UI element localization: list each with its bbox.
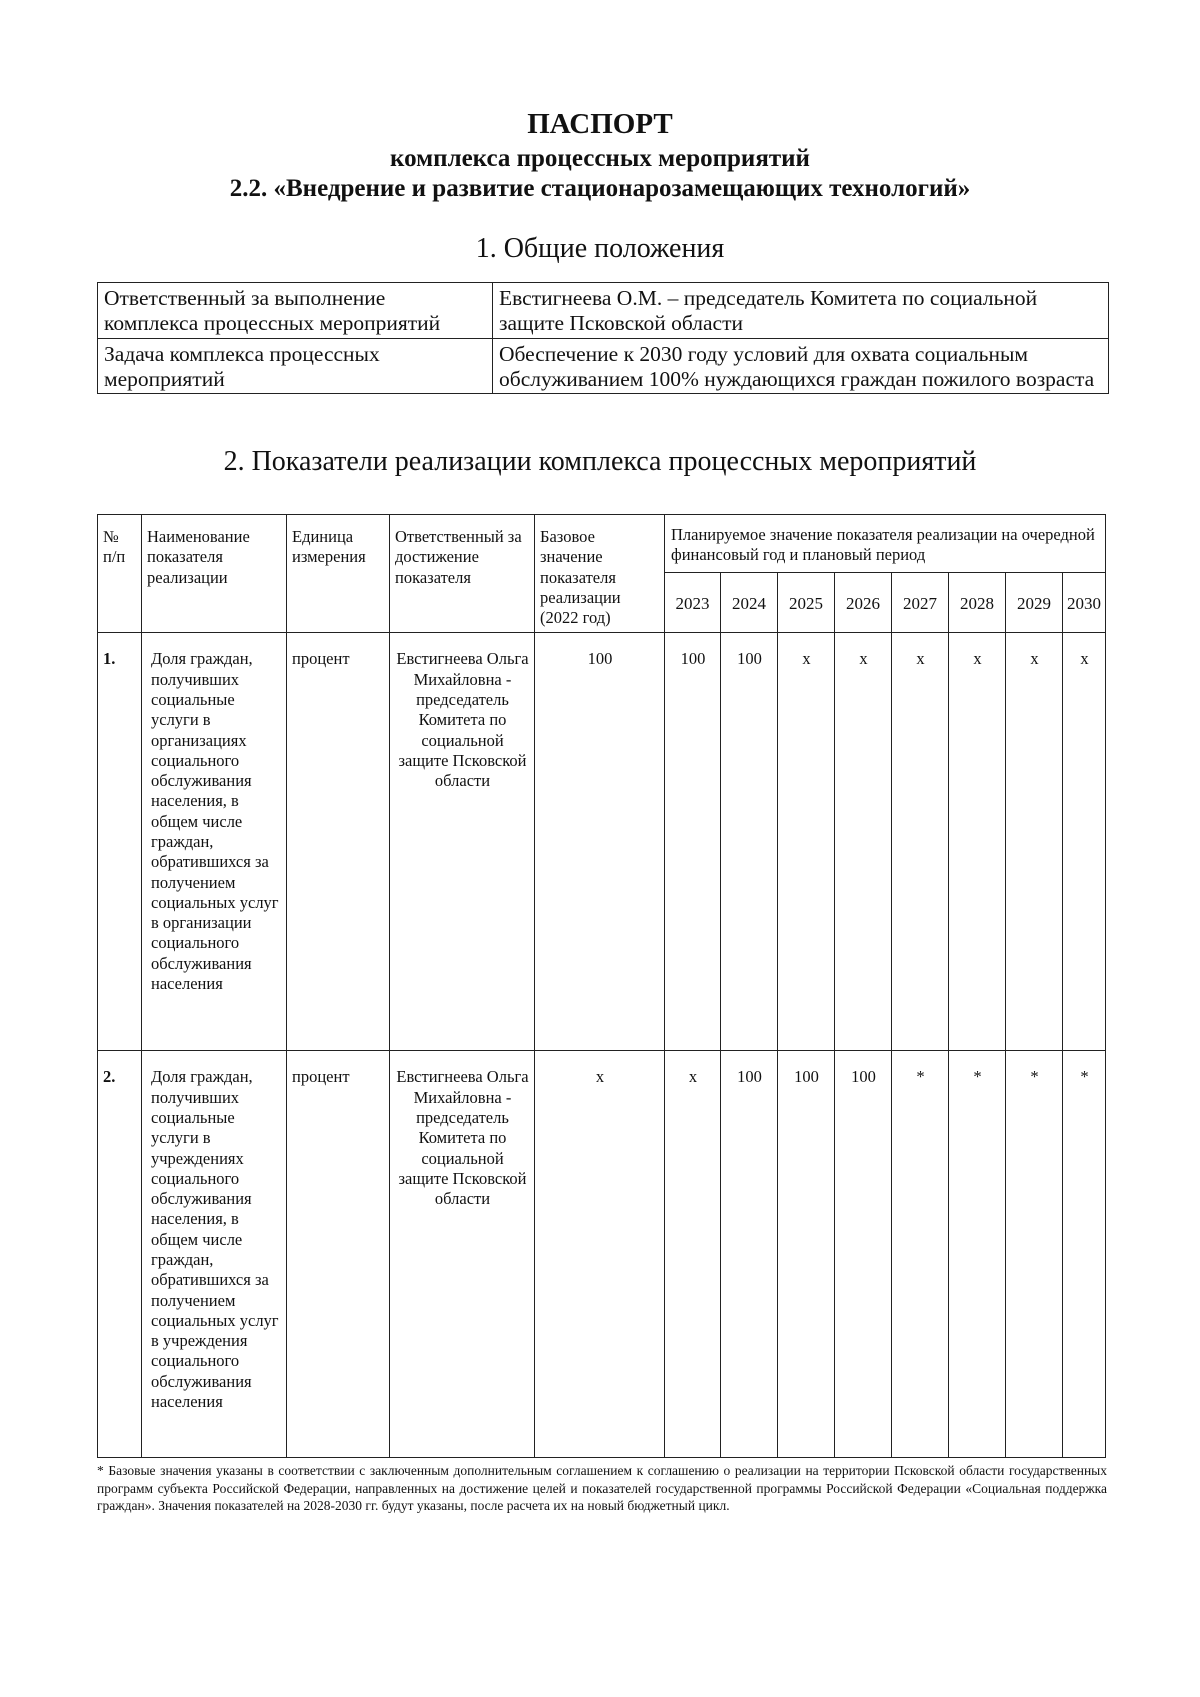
year-header: 2027	[892, 573, 949, 633]
year-value: 100	[835, 1051, 892, 1458]
year-header: 2025	[778, 573, 835, 633]
footnote: * Базовые значения указаны в соответствии с заключенным дополнительным соглашением к соглашению о реализации на территории Псковской области государственных программ субъекта Российской Федерации, направленных на достижение целей и показателей государственной программы Российской Федерации «Социальная поддержка граждан». Значения показателей на 2028-2030 гг. будут указаны, после расчета их на новый бюджетный цикл.	[97, 1463, 1107, 1514]
year-value: *	[1006, 1051, 1063, 1458]
col-planned-header: Планируемое значение показателя реализации на очередной финансовый год и плановый период	[665, 515, 1106, 573]
col-num-header: № п/п	[98, 515, 142, 633]
col-name-header: Наименование показателя реализации	[142, 515, 287, 633]
year-value: 100	[721, 633, 778, 1051]
responsible-cell: Евстигнеева Ольга Михайловна - председатель Комитета по социальной защите Псковской области	[390, 1051, 535, 1458]
task-value: Обеспечение к 2030 году условий для охвата социальным обслуживанием 100% нуждающихся граждан пожилого возраста	[493, 338, 1109, 394]
year-header: 2024	[721, 573, 778, 633]
year-value: 100	[721, 1051, 778, 1458]
responsible-cell: Евстигнеева Ольга Михайловна - председатель Комитета по социальной защите Псковской области	[390, 633, 535, 1051]
year-value: *	[892, 1051, 949, 1458]
table-row	[98, 283, 1109, 339]
row-number: 1.	[98, 633, 142, 1051]
year-value: х	[1006, 633, 1063, 1051]
responsible-label: Ответственный за выполнение комплекса процессных мероприятий	[98, 283, 493, 339]
col-base-header: Базовое значение показателя реализации (2022 год)	[535, 515, 665, 633]
indicators-table	[97, 514, 1106, 1458]
year-value: 100	[778, 1051, 835, 1458]
indicator-name: Доля граждан, получивших социальные услуги в учреждениях социального обслуживания населения, в общем числе граждан, обратившихся за получением социальных услуг в учреждения социального обслуживания населения	[142, 1051, 287, 1458]
row-number: 2.	[98, 1051, 142, 1458]
document-title: ПАСПОРТ	[527, 108, 673, 140]
year-header: 2028	[949, 573, 1006, 633]
general-provisions-table	[97, 282, 1109, 394]
col-responsible-header: Ответственный за достижение показателя	[390, 515, 535, 633]
unit-cell: процент	[287, 1051, 390, 1458]
indicator-name: Доля граждан, получивших социальные услуги в организациях социального обслуживания населения, в общем числе граждан, обратившихся за получением социальных услуг в организации социального обслуживания населения	[142, 633, 287, 1051]
task-label: Задача комплекса процессных мероприятий	[98, 338, 493, 394]
year-value: *	[949, 1051, 1006, 1458]
year-header: 2029	[1006, 573, 1063, 633]
program-name: 2.2. «Внедрение и развитие стационарозамещающих технологий»	[229, 175, 971, 202]
responsible-value: Евстигнеева О.М. – председатель Комитета по социальной защите Псковской области	[493, 283, 1109, 339]
year-value: х	[1063, 633, 1106, 1051]
table-row	[98, 1051, 1106, 1458]
year-value: х	[892, 633, 949, 1051]
year-header: 2023	[665, 573, 721, 633]
document-subtitle: комплекса процессных мероприятий	[390, 145, 810, 172]
table-row	[98, 633, 1106, 1051]
year-value: х	[949, 633, 1006, 1051]
header-row	[98, 515, 1106, 573]
year-value: х	[778, 633, 835, 1051]
table-row	[98, 338, 1109, 394]
year-value: *	[1063, 1051, 1106, 1458]
base-value: 100	[535, 633, 665, 1051]
year-value: 100	[665, 633, 721, 1051]
unit-cell: процент	[287, 633, 390, 1051]
year-value: х	[835, 633, 892, 1051]
year-value: х	[665, 1051, 721, 1458]
year-header: 2026	[835, 573, 892, 633]
section-2-heading: 2. Показатели реализации комплекса процессных мероприятий	[223, 446, 977, 477]
col-unit-header: Единица измерения	[287, 515, 390, 633]
year-header: 2030	[1063, 573, 1106, 633]
section-1-heading: 1. Общие положения	[475, 233, 725, 264]
base-value: х	[535, 1051, 665, 1458]
